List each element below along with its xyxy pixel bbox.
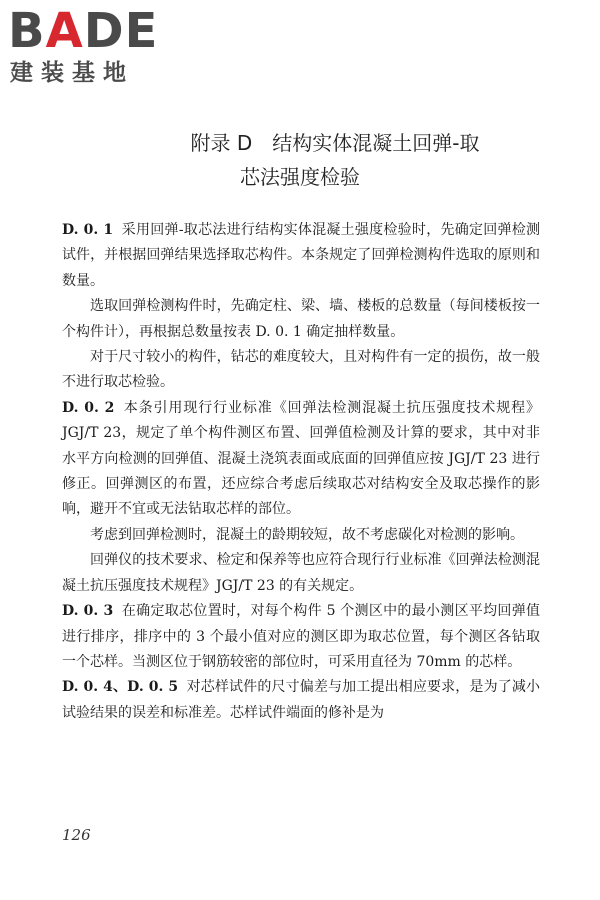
paragraph: 选取回弹检测构件时，先确定柱、梁、墙、楼板的总数量（每间楼板按一个构件计），再根据总数量按表 D. 0. 1 确定抽样数量。 [62,298,540,340]
body-text [62,218,540,726]
bade-logo [8,3,159,86]
title-line-1: 附录 D 结构实体混凝土回弹-取 [190,131,480,155]
paragraph-text: 本条引用现行行业标准《回弹法检测混凝土抗压强度技术规程》JGJ/T 23，规定了单个构件测区布置、回弹值检测及计算的要求，其中对非水平方向检测的回弹值、混凝土浇筑表面或底面的回弹值应按 JGJ/T 23 进行修正。回弹测区的布置，还应综合考虑后续取芯对结构安全及取芯操作的影响，避开不宜或无法钻取芯样的部位。 [62,399,540,518]
section-label: D. 0. 2 [62,399,115,416]
paragraph: 对于尺寸较小的构件，钻芯的难度较大，且对构件有一定的损伤，故一般不进行取芯检验。 [62,349,540,391]
paragraph: 回弹仪的技术要求、检定和保养等也应符合现行行业标准《回弹法检测混凝土抗压强度技术规程》JGJ/T 23 的有关规定。 [62,552,540,594]
paragraph-d01 [62,218,540,294]
section-label: D. 0. 3 [62,603,114,620]
page-number: 126 [62,826,91,844]
paragraph-d02 [62,396,540,523]
paragraph-text: 在确定取芯位置时，对每个构件 5 个测区中的最小测区平均回弹值进行排序，排序中的 3 个最小值对应的测区即为取芯位置，每个测区各钻取一个芯样。当测区位于钢筋较密的部位时，可采用直径为 70mm 的芯样。 [62,603,540,670]
paragraph: 考虑到回弹检测时，混凝土的龄期较短，故不考虑碳化对检测的影响。 [90,526,524,543]
paragraph-d04-d05 [62,675,540,726]
section-label: D. 0. 4、D. 0. 5 [62,679,179,696]
logo-subtitle: 建装基地 [10,60,134,86]
section-label: D. 0. 1 [62,222,114,238]
paragraph-d03 [62,599,540,675]
appendix-title [0,126,600,194]
paragraph-text: 采用回弹-取芯法进行结构实体混凝土强度检验时，先确定回弹检测试件，并根据回弹结果选择取芯构件。本条规定了回弹检测构件选取的原则和数量。 [62,222,540,289]
logo-accent-letter: A [45,3,84,59]
paragraph-text: 对芯样试件的尺寸偏差与加工提出相应要求，是为了减小试验结果的误差和标准差。芯样试件端面的修补是为 [62,679,540,721]
logo-wordmark: BADE [8,3,159,59]
title-line-2: 芯法强度检验 [240,165,360,189]
